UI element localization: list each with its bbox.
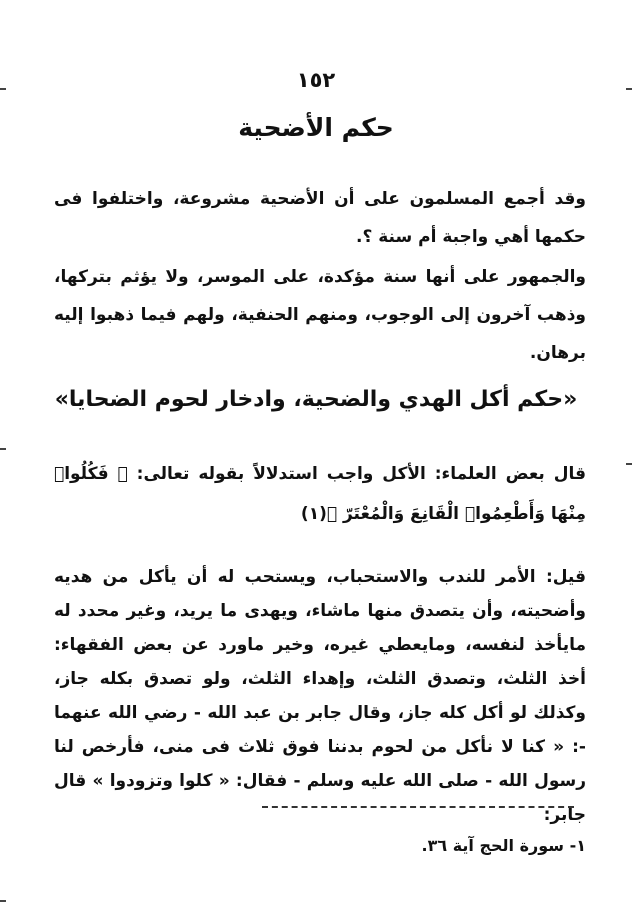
- footnote: ١- سورة الحج آية ٣٦.: [421, 836, 586, 855]
- footnote-divider: [262, 806, 574, 808]
- margin-mark: [0, 900, 6, 902]
- margin-mark: [0, 448, 6, 450]
- margin-mark: [626, 463, 632, 465]
- paragraph-majority-view: والجمهور على أنها سنة مؤكدة، على الموسر، ولا يؤثم بتركها، وذهب آخرون إلى الوجوب، ومنهم الحنفية، ولهم فيما ذهبوا إليه برهان.: [54, 267, 586, 363]
- section-heading: «حكم أكل الهدي والضحية، وادخار لحوم الضحايا»: [54, 387, 578, 412]
- page-title: حكم الأضحية: [238, 113, 394, 142]
- paragraph-recommendation: قيل: الأمر للندب والاستحباب، ويستحب له أن يأكل من هديه وأضحيته، وأن يتصدق منها ماشاء، ويهدى ما يريد، وغير محدد له مايأخذ لنفسه، ومايعطي غيره، وخير ماورد عن بعض الفقهاء: أخذ الثلث، وتصدق الثلث، وإهداء الثلث، ولو تصدق بكله جاز، وكذلك لو أكل كله جاز، وقال جابر بن عبد الله - رضي الله عنهما -: « كنا لا نأكل من لحوم بدننا فوق ثلاث فى منى، فأرخص لنا رسول الله - صلى الله عليه وسلم - فقال: « كلوا وتزودوا » قال جابر:: [54, 567, 586, 825]
- paragraph-quran-evidence: قال بعض العلماء: الأكل واجب استدلالاً بقوله تعالى: ﴿ فَكُلُوا۟ مِنْهَا وَأَطْعِمُوا۟ الْقَانِعَ وَالْمُعْتَرّ ﴾(١): [54, 464, 586, 524]
- page-number: ١٥٢: [296, 68, 336, 92]
- paragraph-consensus: وقد أجمع المسلمون على أن الأضحية مشروعة، واختلفوا فى حكمها أهي واجبة أم سنة ؟.: [54, 189, 586, 247]
